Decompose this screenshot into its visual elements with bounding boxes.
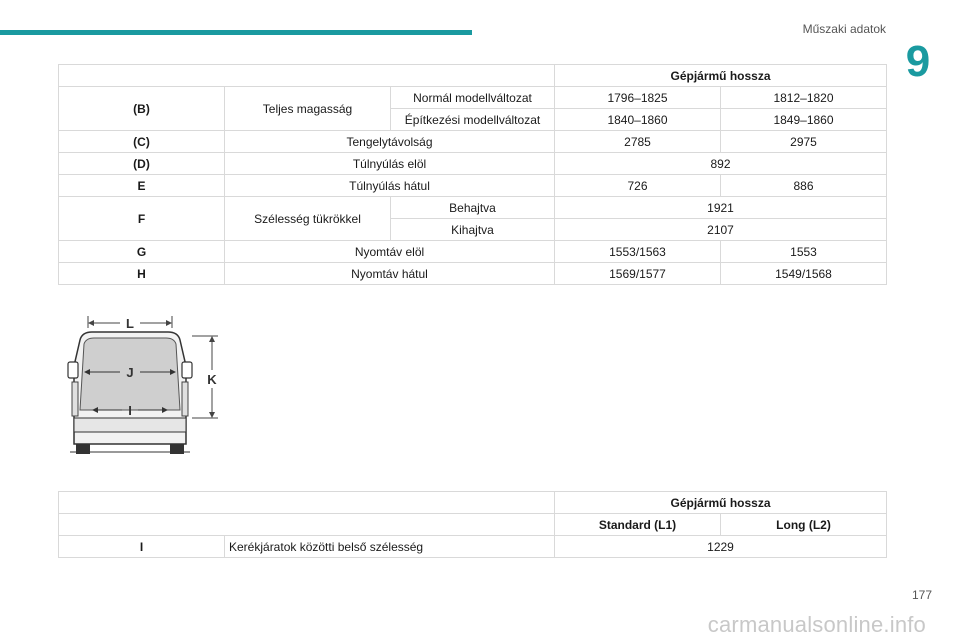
dimension-label-k: K: [207, 372, 217, 387]
dimension-label-i: I: [128, 403, 132, 418]
chapter-number: 9: [905, 37, 931, 86]
table-row: (D) Túlnyúlás elöl 892: [59, 153, 887, 175]
table-row: Kihajtva 2107: [59, 219, 887, 241]
table-row: (C) Tengelytávolság 2785 2975: [59, 131, 887, 153]
watermark: carmanualsonline.info: [707, 612, 926, 637]
dimension-label-l: L: [126, 316, 134, 331]
column-header-vehicle-length: Gépjármű hossza: [555, 492, 887, 514]
header-accent-bar: [0, 30, 472, 35]
table-row: Építkezési modellváltozat 1840–1860 1849–1860: [59, 109, 887, 131]
van-rear-illustration: [58, 300, 238, 460]
dimension-label-j: J: [126, 365, 134, 380]
column-header-vehicle-length: Gépjármű hossza: [555, 65, 887, 87]
table-row: (B) Teljes magasság Normál modellváltozat 1796–1825 1812–1820: [59, 87, 887, 109]
van-rear-dimension-diagram: [58, 300, 238, 460]
table-corner: [59, 65, 555, 87]
table-corner: [59, 492, 555, 514]
table-row: I Kerékjáratok közötti belső szélesség 1229: [59, 536, 887, 558]
page-number: 177: [911, 588, 932, 602]
interior-width-table: [58, 491, 887, 558]
table-row: F Szélesség tükrökkel Behajtva 1921: [59, 197, 887, 219]
dimensions-table: [58, 64, 887, 285]
column-header-long: Long (L2): [721, 514, 887, 536]
column-header-standard: Standard (L1): [555, 514, 721, 536]
section-title: Műszaki adatok: [802, 22, 886, 36]
table-row: G Nyomtáv elöl 1553/1563 1553: [59, 241, 887, 263]
table-corner: [59, 514, 555, 536]
table-row: E Túlnyúlás hátul 726 886: [59, 175, 887, 197]
table-row: H Nyomtáv hátul 1569/1577 1549/1568: [59, 263, 887, 285]
